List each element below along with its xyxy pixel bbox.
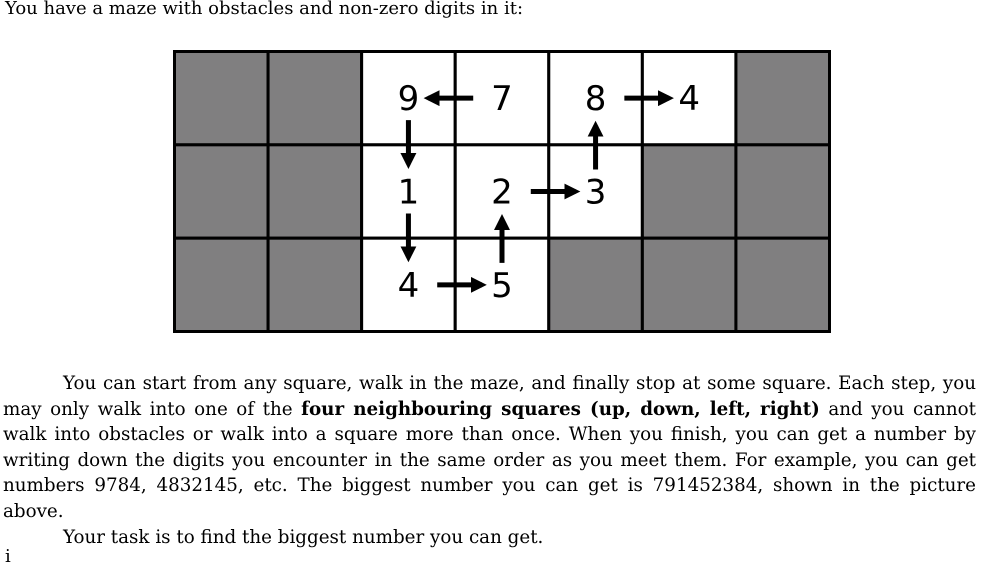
cell-digit: 3 bbox=[584, 172, 607, 213]
cell-digit: 4 bbox=[678, 79, 700, 120]
obstacle-cell bbox=[736, 52, 830, 145]
cell-digit: 5 bbox=[491, 265, 513, 306]
description-paragraph bbox=[3, 371, 976, 550]
obstacle-cell bbox=[642, 145, 736, 238]
rules-text-end: and you cannot walk into obstacles or walk into a square more than once. When you finish, you can get a number by writing down the digits you encounter in the same order as you meet them. For example, you can get numbers 9784, 4832145, etc. The biggest number you can get is 791452384, shown in the picture above. bbox=[3, 398, 976, 522]
obstacle-cell bbox=[642, 238, 736, 331]
obstacle-cell bbox=[175, 145, 269, 238]
obstacle-cell bbox=[736, 238, 830, 331]
obstacle-cell bbox=[175, 52, 269, 145]
obstacle-cell bbox=[268, 145, 362, 238]
cell-digit: 2 bbox=[491, 172, 513, 213]
cell-digit: 8 bbox=[584, 79, 607, 120]
paragraph-task: Your task is to find the biggest number you can get. bbox=[63, 526, 544, 548]
cell-digit: 1 bbox=[397, 172, 420, 213]
obstacle-cell bbox=[268, 238, 362, 331]
intro-text: You have a maze with obstacles and non-zero digits in it: bbox=[5, 0, 524, 19]
cell-digit: 4 bbox=[397, 265, 420, 306]
cell-digit: 7 bbox=[491, 79, 513, 120]
obstacle-cell bbox=[736, 145, 830, 238]
rules-text-start: You can start from any square, walk in the maze, and finally stop at some square. Each step, you may only walk into one of the bbox=[3, 373, 976, 420]
obstacle-cell bbox=[175, 238, 269, 331]
page-continuation-mark: i bbox=[5, 546, 11, 567]
obstacle-cell bbox=[268, 52, 362, 145]
cell-digit: 9 bbox=[397, 79, 420, 120]
rules-bold-phrase: four neighbouring squares (up, down, left, right) bbox=[301, 398, 820, 420]
obstacle-cell bbox=[549, 238, 643, 331]
maze-figure bbox=[173, 50, 831, 333]
paragraph-rules bbox=[3, 371, 976, 525]
